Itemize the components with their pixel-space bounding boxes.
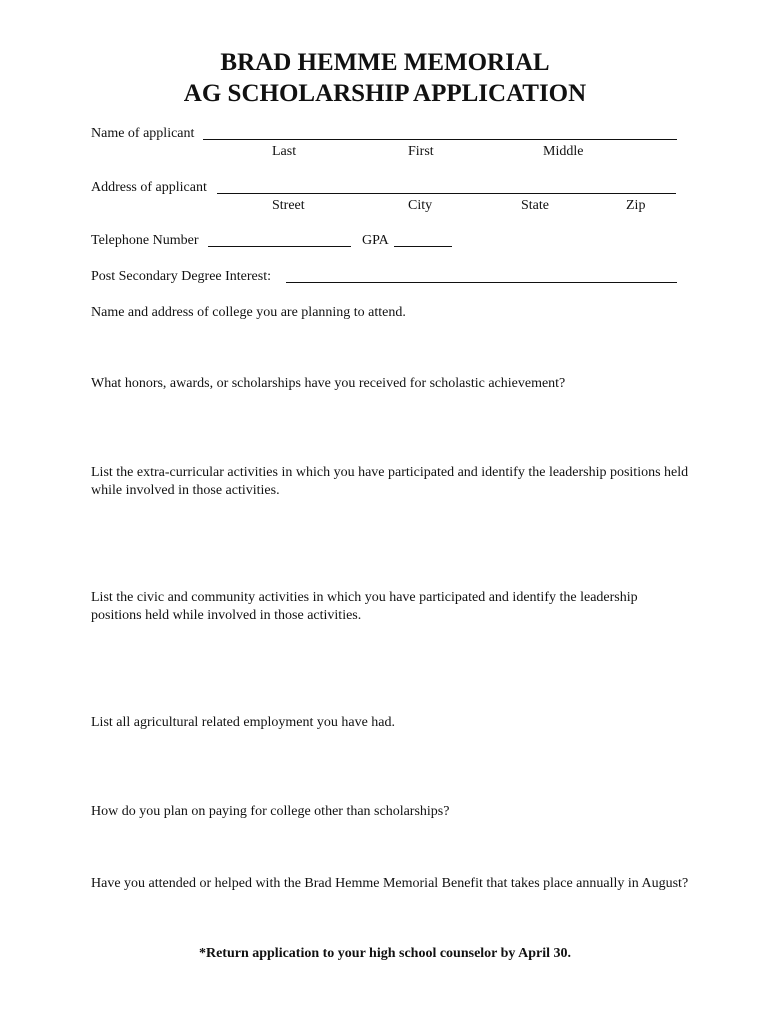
address-input-line[interactable]	[217, 193, 676, 194]
degree-label: Post Secondary Degree Interest:	[91, 269, 271, 284]
question-agricultural-employment: List all agricultural related employment you have had.	[91, 715, 396, 730]
telephone-label: Telephone Number	[91, 233, 199, 248]
address-sub-zip: Zip	[626, 198, 646, 213]
address-sub-city: City	[408, 198, 433, 213]
name-sub-first: First	[408, 144, 434, 159]
name-input-line[interactable]	[203, 139, 677, 140]
address-label: Address of applicant	[91, 180, 207, 195]
gpa-input-line[interactable]	[394, 246, 452, 247]
form-title-line-2: AG SCHOLARSHIP APPLICATION	[183, 80, 587, 107]
question-extracurricular: List the extra-curricular activities in which you have participated and identify the leadership positions held while involved in those activities.	[91, 465, 689, 498]
name-sub-last: Last	[272, 144, 297, 159]
address-sub-state: State	[521, 198, 549, 213]
question-benefit-attendance: Have you attended or helped with the Brad Hemme Memorial Benefit that takes place annually in August?	[91, 876, 689, 891]
question-civic: List the civic and community activities in which you have participated and identify the leadership positions held while involved in those activities.	[91, 590, 638, 623]
name-sub-middle: Middle	[543, 144, 584, 159]
return-instructions: *Return application to your high school counselor by April 30.	[198, 946, 572, 961]
gpa-label: GPA	[362, 233, 389, 248]
question-paying-for-college: How do you plan on paying for college other than scholarships?	[91, 804, 450, 819]
address-sub-street: Street	[272, 198, 305, 213]
name-label: Name of applicant	[91, 126, 195, 141]
form-title-line-1: BRAD HEMME MEMORIAL	[220, 49, 550, 76]
telephone-input-line[interactable]	[208, 246, 351, 247]
question-college: Name and address of college you are planning to attend.	[91, 305, 406, 320]
question-honors: What honors, awards, or scholarships have you received for scholastic achievement?	[91, 376, 566, 391]
degree-input-line[interactable]	[286, 282, 677, 283]
